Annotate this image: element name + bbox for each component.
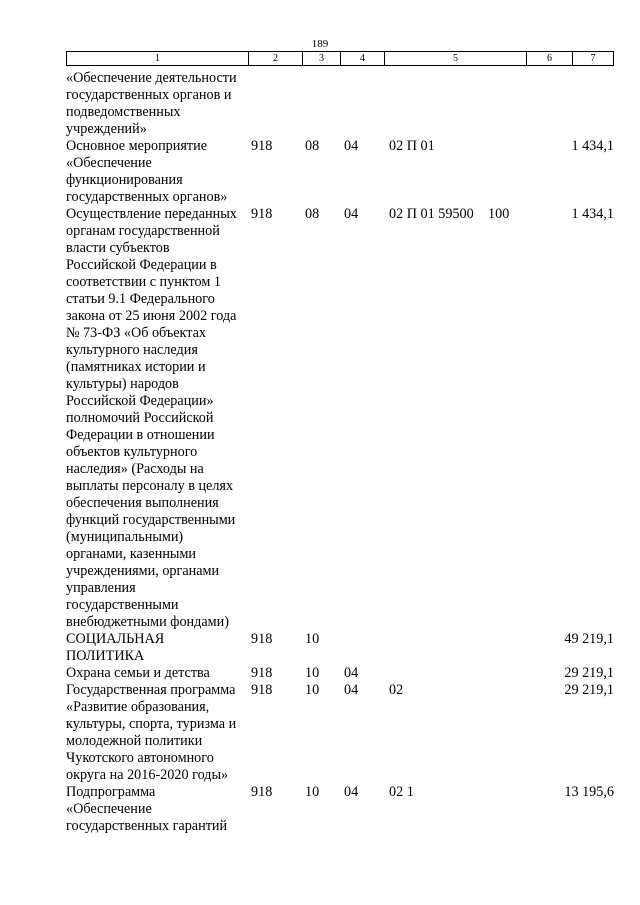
table-row	[66, 138, 614, 206]
header-col-1: 1	[67, 52, 249, 65]
row-description: Осуществление переданных органам государственной власти субъектов Российской Федерации в соответствии с пунктом 1 статьи 9.1 Федерального закона от 25 июня 2002 года № 73-ФЗ «Об объектах культурного наследия (памятниках истории и культуры) народов Российской Федерации» полномочий Российской Федерации в отношении объектов культурного наследия» (Расходы на выплаты персоналу в целях обеспечения выполнения функций государственными (муниципальными) органами, казенными учреждениями, органами управления государственными внебюджетными фондами)	[66, 206, 237, 630]
row-col-4: 04	[344, 138, 359, 154]
row-col-3: 10	[305, 784, 320, 800]
row-col-2: 918	[251, 682, 273, 698]
header-col-5: 5	[385, 52, 527, 65]
page-number: 189	[311, 38, 329, 50]
row-col-5: 02 1	[389, 784, 414, 800]
row-col-3: 10	[305, 682, 320, 698]
row-col-5: 02	[389, 682, 404, 698]
row-col-7: 1 434,1	[571, 206, 614, 222]
row-col-2: 918	[251, 665, 273, 681]
row-col-3: 10	[305, 665, 320, 681]
row-col-3: 08	[305, 206, 320, 222]
table-row	[66, 206, 614, 631]
row-col-5: 02 П 01	[389, 138, 435, 154]
row-description: Охрана семьи и детства	[66, 665, 210, 681]
row-col-7: 29 219,1	[564, 665, 614, 681]
header-col-7: 7	[590, 53, 596, 64]
row-col-7: 1 434,1	[571, 138, 614, 154]
row-col-3: 08	[305, 138, 320, 154]
row-col-7: 49 219,1	[564, 631, 614, 647]
row-description: Подпрограмма «Обеспечение государственных гарантий	[66, 784, 228, 834]
row-col-4: 04	[344, 682, 359, 698]
row-col-5: 02 П 01 59500	[389, 206, 474, 222]
row-col-2: 918	[251, 206, 273, 222]
row-col-4: 04	[344, 665, 359, 681]
table-row	[66, 784, 614, 835]
row-description: «Обеспечение деятельности государственных органов и подведомственных учреждений»	[66, 70, 237, 137]
header-col-4: 4	[341, 52, 385, 65]
row-col-7: 29 219,1	[564, 682, 614, 698]
row-col-2: 918	[251, 784, 273, 800]
header-col-6: 6	[527, 52, 573, 65]
row-col-2: 918	[251, 138, 273, 154]
table-row	[66, 682, 614, 784]
row-description: Государственная программа «Развитие образования, культуры, спорта, туризма и молодежной политики Чукотского автономного округа на 2016-2020 годы»	[66, 682, 237, 783]
table-row	[66, 70, 614, 138]
row-col-4: 04	[344, 784, 359, 800]
row-col-2: 918	[251, 631, 273, 647]
table-row	[66, 631, 614, 665]
row-col-4: 04	[344, 206, 359, 222]
row-col-3: 10	[305, 631, 320, 647]
row-description: Основное мероприятие «Обеспечение функционирования государственных органов»	[66, 138, 228, 205]
header-col-2: 2	[249, 52, 303, 65]
table-body	[66, 70, 614, 835]
header-col-3: 3	[303, 52, 341, 65]
table-header	[66, 51, 614, 66]
row-col-7: 13 195,6	[564, 784, 614, 800]
row-description: СОЦИАЛЬНАЯ ПОЛИТИКА	[66, 631, 165, 664]
table-row	[66, 665, 614, 682]
row-col-6: 100	[488, 206, 510, 222]
